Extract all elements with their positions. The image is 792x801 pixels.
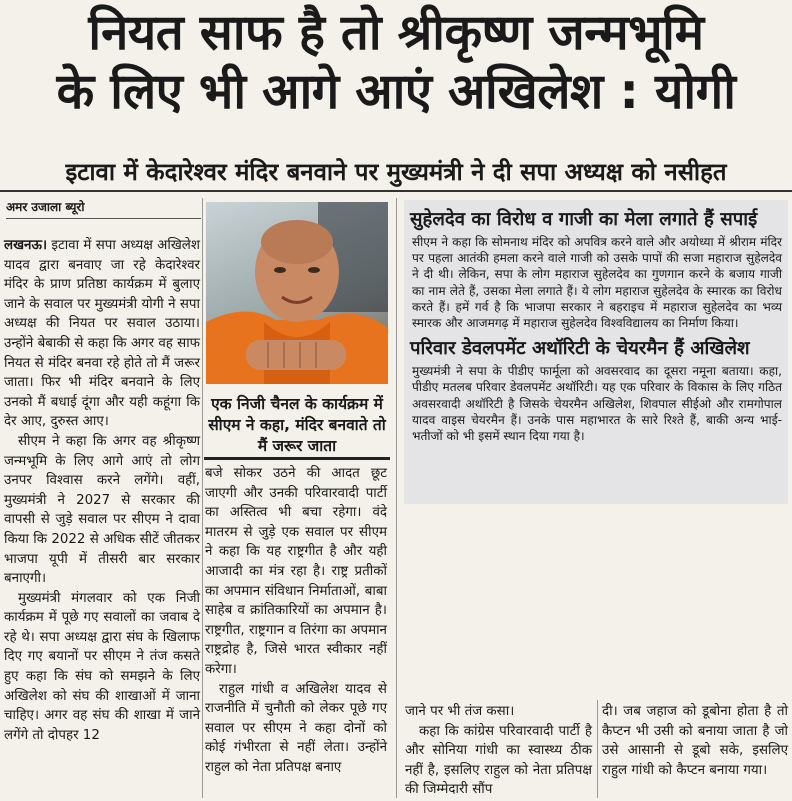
article-column-2 (205, 464, 387, 778)
paragraph-2: कहा कि कांग्रेस परिवारवादी पार्टी है और सोनिया गांधी का स्वास्थ्य ठीक नहीं है, इसलिए राहुल को नेता प्रतिपक्ष की जिम्मेदारी सौंप (405, 723, 592, 798)
column-divider (202, 198, 203, 798)
dateline: लखनऊ। (4, 238, 48, 253)
yogi-photo (206, 202, 388, 384)
column-divider (597, 700, 598, 798)
article-column-1 (4, 236, 200, 745)
paragraph-1: दी। जब जहाज को डूबोना होता है तो कैप्टन भी उसी को बनाया जाता है जो उसे आसानी से डूबो सके, इसलिए राहुल गांधी को कैप्टन बनाया गया। (602, 704, 788, 778)
paragraph-1: जाने पर भी तंज कसा। (405, 704, 515, 719)
photo-caption: एक निजी चैनल के कार्यक्रम में सीएम ने कहा, मंदिर बनवाते तो मैं जरूर जाता (208, 395, 386, 455)
paragraph-2: राहुल गांधी व अखिलेश यादव से राजनीति में चुनौती को लेकर पूछे गए सवाल पर सीएम ने कहा दोनों को कोई गंभीरता से नहीं लेता। उन्होंने राहुल को नेता प्रतिपक्ष बनाए (205, 681, 387, 775)
sidebar-box (404, 200, 788, 504)
box-heading-2: परिवार डेवलपमेंट अथॉरिटी के चेयरमैन हैं अखिलेश (410, 338, 750, 360)
paragraph-1: बजे सोकर उठने की आदत छूट जाएगी और उनकी परिवारवादी पार्टी का अस्तित्व भी बचा रहेगा। वंदे मातरम से जुड़े एक सवाल पर सीएम ने कहा कि यह राष्ट्रगीत है और यही आजादी का मंत्र रहा है। राष्ट्र प्रतीकों का अपमान संविधान निर्माताओं, बाबा साहेब व क्रांतिकारियों का अपमान है। राष्ट्रगीत, राष्ट्रगान व तिरंगा का अपमान राष्ट्रद्रोह है, जिसे भारत स्वीकार नहीं करेगा। (205, 466, 387, 677)
article-column-4 (602, 702, 788, 780)
article-column-3 (405, 702, 592, 800)
box-text-2: मुख्यमंत्री ने सपा के पीडीए फार्मूला को अवसरवाद का दूसरा नमूना बताया। कहा, पीडीए मतलब परिवार डेवलपमेंट अथॉरिटी। यह एक परिवार के विकास के लिए गठित अवसरवादी अथॉरिटी है जिसके चेयरमैन अखिलेश, शिवपाल सीईओ और रामगोपाल यादव वाइस चेयरमैन हैं। उनके पास महाभारत के सारे रिश्ते हैं, बाकी अन्य भाई-भतीजों को भी इसमें स्थान दिया गया है। (412, 364, 782, 444)
subheadline: इटावा में केदारेश्वर मंदिर बनवाने पर मुख्यमंत्री ने दी सपा अध्यक्ष को नसीहत (65, 158, 727, 186)
box-heading-1: सुहेलदेव का विरोध व गाजी का मेला लगाते हैं सपाई (410, 209, 758, 230)
paragraph-2: सीएम ने कहा कि अगर वह श्रीकृष्ण जन्मभूमि के लिए आगे आएं तो लोग उनपर विश्वास करने लगेंगे। वहीं, मुख्यमंत्री ने 2027 से सरकार की वापसी से जुड़े सवाल पर सीएम ने दावा किया कि 2022 से अधिक सीटें जीतकर भाजपा यूपी में तीसरी बार सरकार बनाएगी। (4, 433, 200, 587)
column-divider (396, 198, 397, 798)
paragraph-3: मुख्यमंत्री मंगलवार को एक निजी कार्यक्रम में पूछे गए सवालों का जवाब दे रहे थे। सपा अध्यक्ष द्वारा संघ के खिलाफ दिए गए बयानों पर सीएम ने तंज कसते हुए कहा कि संघ को समझने के लिए अखिलेश को संघ की शाखाओं में जाना चाहिए। अगर वह संघ की शाखा में जाने लगेंगे तो दोपहर 12 (4, 590, 200, 743)
caption-rule (204, 457, 390, 460)
box-text-1: सीएम ने कहा कि सोमनाथ मंदिर को अपवित्र करने वाले और अयोध्या में श्रीराम मंदिर पर पहला आतंकी हमला करने वाले गाजी को उसके पापों की सजा महाराज सुहेलदेव ने दी थी। लेकिन, सपा के लोग महाराज सुहेलदेव का गुणगान करने के बजाय गाजी का नाम लेते हैं, उसका मेला लगाते हैं। ये लोग महाराज सुहेलदेव के स्मारक का विरोध करते हैं। हमें गर्व है कि भाजपा सरकार ने बहराइच में महाराज सुहेलदेव का भव्य स्मारक और आजमगढ़ में महाराज सुहेलदेव विश्वविद्यालय का निर्माण किया। (412, 235, 782, 331)
headline-line-1: नियत साफ है तो श्रीकृष्ण जन्मभूमि (88, 4, 704, 61)
paragraph-1: लखनऊ। इटावा में सपा अध्यक्ष अखिलेश यादव द्वारा बनवाए जा रहे केदारेश्वर मंदिर के प्राण प्रतिष्ठा कार्यक्रम में बुलाए जाने के सवाल पर मुख्यमंत्री योगी ने सपा अध्यक्ष की नियत पर सवाल उठाया। उन्होंने बेबाकी से कहा कि अगर वह साफ नियत से मंदिर बनवा रहे होते तो मैं जरूर जाता। फिर भी मंदिर बनवाने के लिए उनको मैं बधाई दूंगा और यही कहूंगा कि देर आए, दुरुस्त आए। (4, 238, 200, 430)
headline-line-2: के लिए भी आगे आएं अखिलेश : योगी (56, 63, 736, 120)
byline: अमर उजाला ब्यूरो (6, 198, 201, 219)
portrait-illustration (206, 202, 388, 384)
headline-rule (0, 190, 792, 192)
